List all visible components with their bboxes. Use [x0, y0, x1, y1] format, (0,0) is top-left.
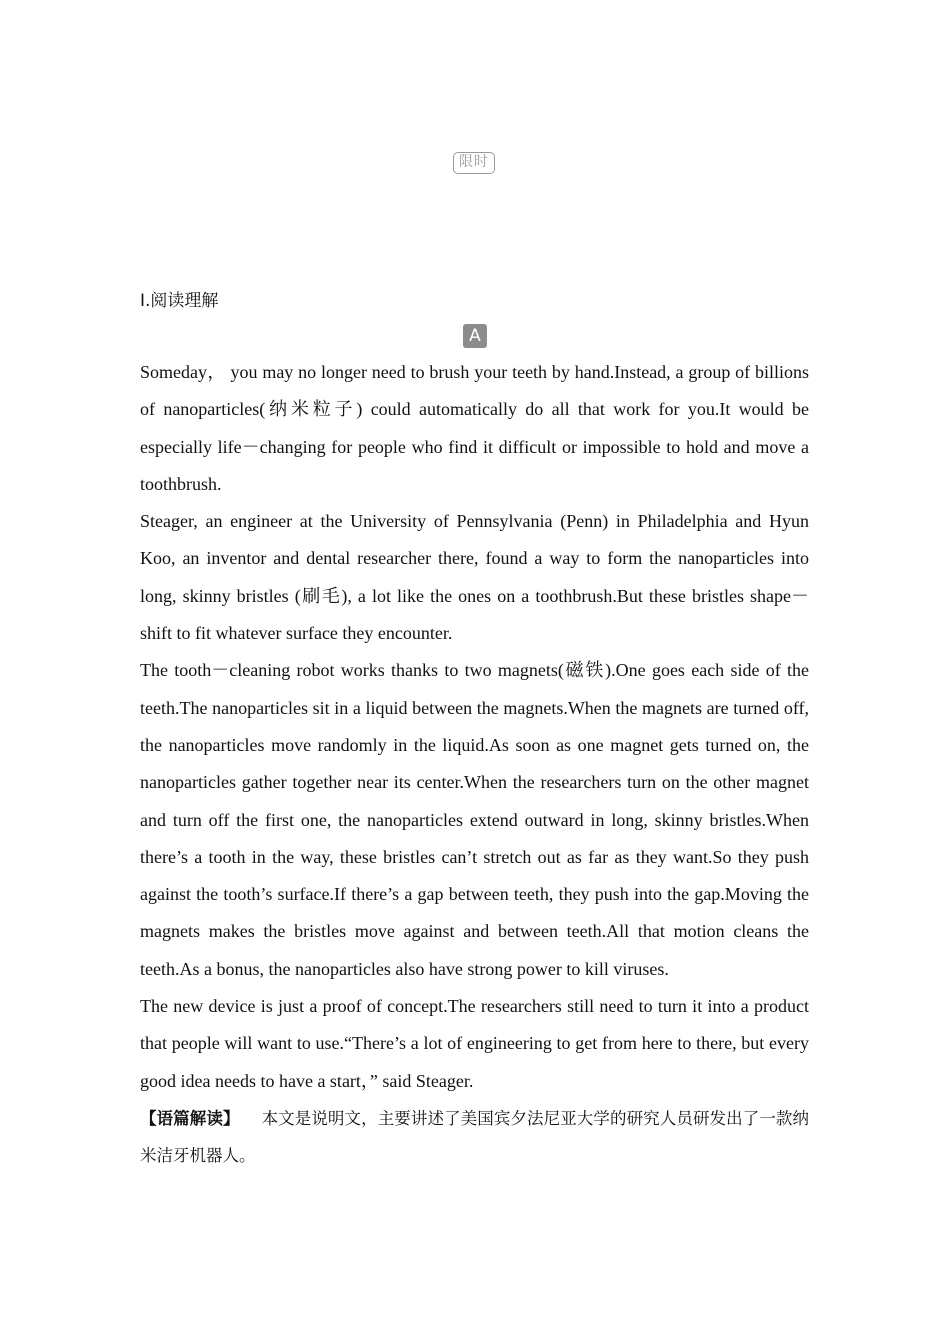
discourse-analysis-text: 本文是说明文，主要讲述了美国宾夕法尼亚大学的研究人员研发出了一款纳米洁牙机器人。: [140, 1108, 810, 1166]
time-limit-badge: 限时: [453, 152, 495, 174]
section-heading: Ⅰ.阅读理解: [140, 291, 219, 311]
passage-paragraph-2: Steager, an engineer at the University of Pennsylvania (Penn) in Philadelphia and Hyun Koo, an inventor and dental researcher there, found a way to form the nanoparticles into long, skinny bristles (刷毛), a lot like the ones on a toothbrush.But these bristles shape－shift to fit whatever surface they encounter.: [140, 511, 809, 644]
passage-paragraph-4: The new device is just a proof of concept.The researchers still need to turn it into a product that people will want to use.“There’s a lot of engineering to get from here to there, but every good idea needs to have a start，” said Steager.: [140, 996, 809, 1091]
passage-paragraph-1: Someday， you may no longer need to brush your teeth by hand.Instead, a group of billions of nanoparticles(纳米粒子) could automatically do all that work for you.It would be especially life－changing for people who find it difficult or impossible to hold and move a toothbrush.: [140, 362, 809, 494]
discourse-analysis: [140, 1100, 809, 1175]
passage-label-badge: A: [463, 324, 487, 348]
discourse-analysis-label: 【语篇解读】: [140, 1108, 240, 1128]
passage-paragraph-3: The tooth－cleaning robot works thanks to two magnets(磁铁).One goes each side of the teeth.The nanoparticles sit in a liquid between the magnets.When the magnets are turned off, the nanoparticles move randomly in the liquid.As soon as one magnet gets turned on, the nanoparticles gather together near its center.When the researchers turn on the other magnet and turn off the first one, the nanoparticles extend outward in long, skinny bristles.When there’s a tooth in the way, these bristles can’t stretch out as far as they want.So they push against the tooth’s surface.If there’s a gap between teeth, they push into the gap.Moving the magnets makes the bristles move against and between teeth.All that motion cleans the teeth.As a bonus, the nanoparticles also have strong power to kill viruses.: [140, 660, 809, 979]
passage-body: [140, 354, 809, 1175]
